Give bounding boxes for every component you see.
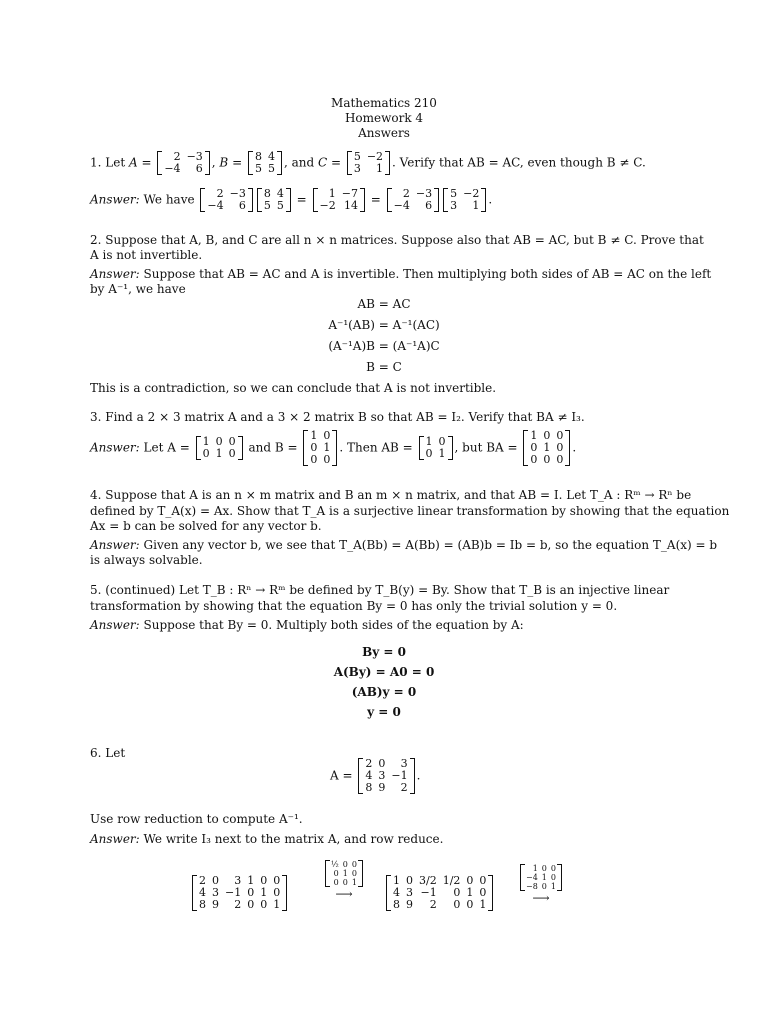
course-title: Mathematics 210 (331, 96, 437, 110)
problem-2-q2: A is not invertible. (90, 248, 203, 262)
p2-equation-1: AB = AC (357, 297, 411, 311)
matrix-B: 8 4 5 5 (248, 151, 282, 175)
matrix-B: 8 4 5 5 (257, 188, 291, 212)
problem-5-a1 (90, 618, 524, 632)
p6-a-label: A = (330, 768, 353, 783)
answers-subtitle: Answers (358, 126, 410, 140)
p2-equation-4: B = C (366, 360, 402, 374)
p3-then-ab: . Then AB = (339, 440, 413, 455)
augmented-matrix-2 (384, 875, 495, 911)
problem-6-answer (90, 832, 443, 846)
p3-let: Let A = (143, 440, 190, 455)
p4-answer-line1: Given any vector b, we see that T_A(Bb) = A(Bb) = (AB)b = Ib = b, so the equation T_A(x) = b (143, 538, 718, 552)
p2-answer-line1: Suppose that AB = AC and A is invertible. Then multiplying both sides of AB = AC on the left (143, 267, 712, 281)
p5-equation-2: A(By) = A0 = 0 (333, 665, 435, 679)
problem-1-answer: Answer: We have 2 −3 −4 6 8 4 5 5 = 1 −7 −2 14 = 2 −3 −4 6 5 −2 3 1 . (90, 187, 493, 212)
p6-answer-line1: We write I₃ next to the matrix A, and row reduce. (143, 832, 444, 846)
matrix-A-3x3: 2 0 3 4 3 −1 8 9 2 (358, 758, 414, 794)
p2-equation-3: (A⁻¹A)B = (A⁻¹A)C (328, 339, 440, 353)
p3-and-b: and B = (248, 440, 298, 455)
answer-label: Answer: (90, 618, 140, 632)
augmented-matrix: 2 0 3 1 0 0 4 3 −1 0 1 0 8 9 2 0 0 1 (192, 875, 287, 911)
problem-1-question: 1. Let A = 2 −3 −4 6 , B = 8 4 5 5 , and C = 5 −2 3 1 . Verify that AB = AC, even though B ≠ C. (90, 150, 646, 175)
matrix-A: 2 −3 −4 6 (157, 151, 209, 175)
arrow-icon: ⟶ (532, 891, 550, 905)
augmented-matrix-1 (190, 875, 289, 911)
p1-answer-text: We have (143, 192, 195, 207)
problem-2-conclusion: This is a contradiction, so we can conclude that A is not invertible. (90, 381, 497, 395)
problem-2-q1: 2. Suppose that A, B, and C are all n × n matrices. Suppose also that AB = AC, but B ≠ C. Prove that (90, 233, 704, 247)
homework-title: Homework 4 (344, 111, 424, 125)
p3-but-ba: , but BA = (454, 440, 518, 455)
answer-label: Answer: (90, 192, 140, 207)
p1-verify: . Verify that AB = AC, even though B ≠ C. (392, 155, 646, 170)
problem-4-q1: 4. Suppose that A is an n × m matrix and B an m × n matrix, and that AB = I. Let T_A : Rᵐ → Rⁿ be (90, 488, 692, 502)
matrix-A: 2 −3 −4 6 (387, 188, 439, 212)
matrix-B-3x2: 1 0 0 1 0 0 (303, 430, 337, 466)
matrix-A-2x3: 1 0 0 0 1 0 (196, 436, 243, 460)
elementary-matrix: ½ 0 0 0 1 0 0 0 1 (325, 860, 363, 887)
arrow-icon: ⟶ (335, 887, 353, 901)
problem-4-a1 (90, 538, 717, 552)
matrix-C: 5 −2 3 1 (443, 188, 486, 212)
p5-equation-3: (AB)y = 0 (351, 685, 417, 699)
problem-6-use: Use row reduction to compute A⁻¹. (90, 812, 303, 826)
p5-answer-line1: Suppose that By = 0. Multiply both sides of the equation by A: (143, 618, 524, 632)
problem-5-q2: transformation by showing that the equation By = 0 has only the trivial solution y = 0. (90, 599, 618, 613)
answer-label: Answer: (90, 832, 140, 846)
p5-equation-4: y = 0 (367, 705, 401, 719)
problem-4-q2: defined by T_A(x) = Ax. Show that T_A is a surjective linear transformation by showing that the equation (90, 504, 730, 518)
answer-label: Answer: (90, 267, 140, 281)
p1-intro: 1. Let (90, 155, 126, 170)
problem-4-a2: is always solvable. (90, 553, 203, 567)
problem-2-a2: by A⁻¹, we have (90, 282, 186, 296)
matrix-AB-identity: 1 0 0 1 (419, 436, 453, 460)
answer-label: Answer: (90, 538, 140, 552)
augmented-matrix: 1 0 3/2 1/2 0 0 4 3 −1 0 1 0 8 9 2 0 0 1 (386, 875, 493, 911)
matrix-A: 2 −3 −4 6 (200, 188, 252, 212)
problem-3-answer: Answer: Let A = 1 0 0 0 1 0 and B = 1 0 0 1 0 0 . Then AB = 1 0 0 1 , but BA = 1 0 0 0 1 0 0 0 0 . (90, 429, 577, 466)
problem-5-q1: 5. (continued) Let T_B : Rⁿ → Rᵐ be defined by T_B(y) = By. Show that T_B is an injective linear (90, 583, 670, 597)
row-op-1 (323, 860, 365, 901)
answer-label: Answer: (90, 440, 140, 455)
problem-4-q3: Ax = b can be solved for any vector b. (90, 519, 322, 533)
problem-3-question: 3. Find a 2 × 3 matrix A and a 3 × 2 matrix B so that AB = I₂. Verify that BA ≠ I₃. (90, 410, 585, 424)
matrix-AB: 1 −7 −2 14 (313, 188, 365, 212)
elementary-matrix: 1 0 0 −4 1 0 −8 0 1 (520, 864, 562, 891)
matrix-C: 5 −2 3 1 (347, 151, 390, 175)
p2-equation-2: A⁻¹(AB) = A⁻¹(AC) (328, 318, 440, 332)
row-op-2 (518, 864, 564, 905)
matrix-BA: 1 0 0 0 1 0 0 0 0 (523, 430, 570, 466)
problem-2-a1 (90, 267, 711, 281)
problem-6-question: 6. Let (90, 746, 126, 760)
p5-equation-1: By = 0 (362, 645, 406, 659)
problem-6-matrix: A = 2 0 3 4 3 −1 8 9 2 . (330, 757, 421, 794)
